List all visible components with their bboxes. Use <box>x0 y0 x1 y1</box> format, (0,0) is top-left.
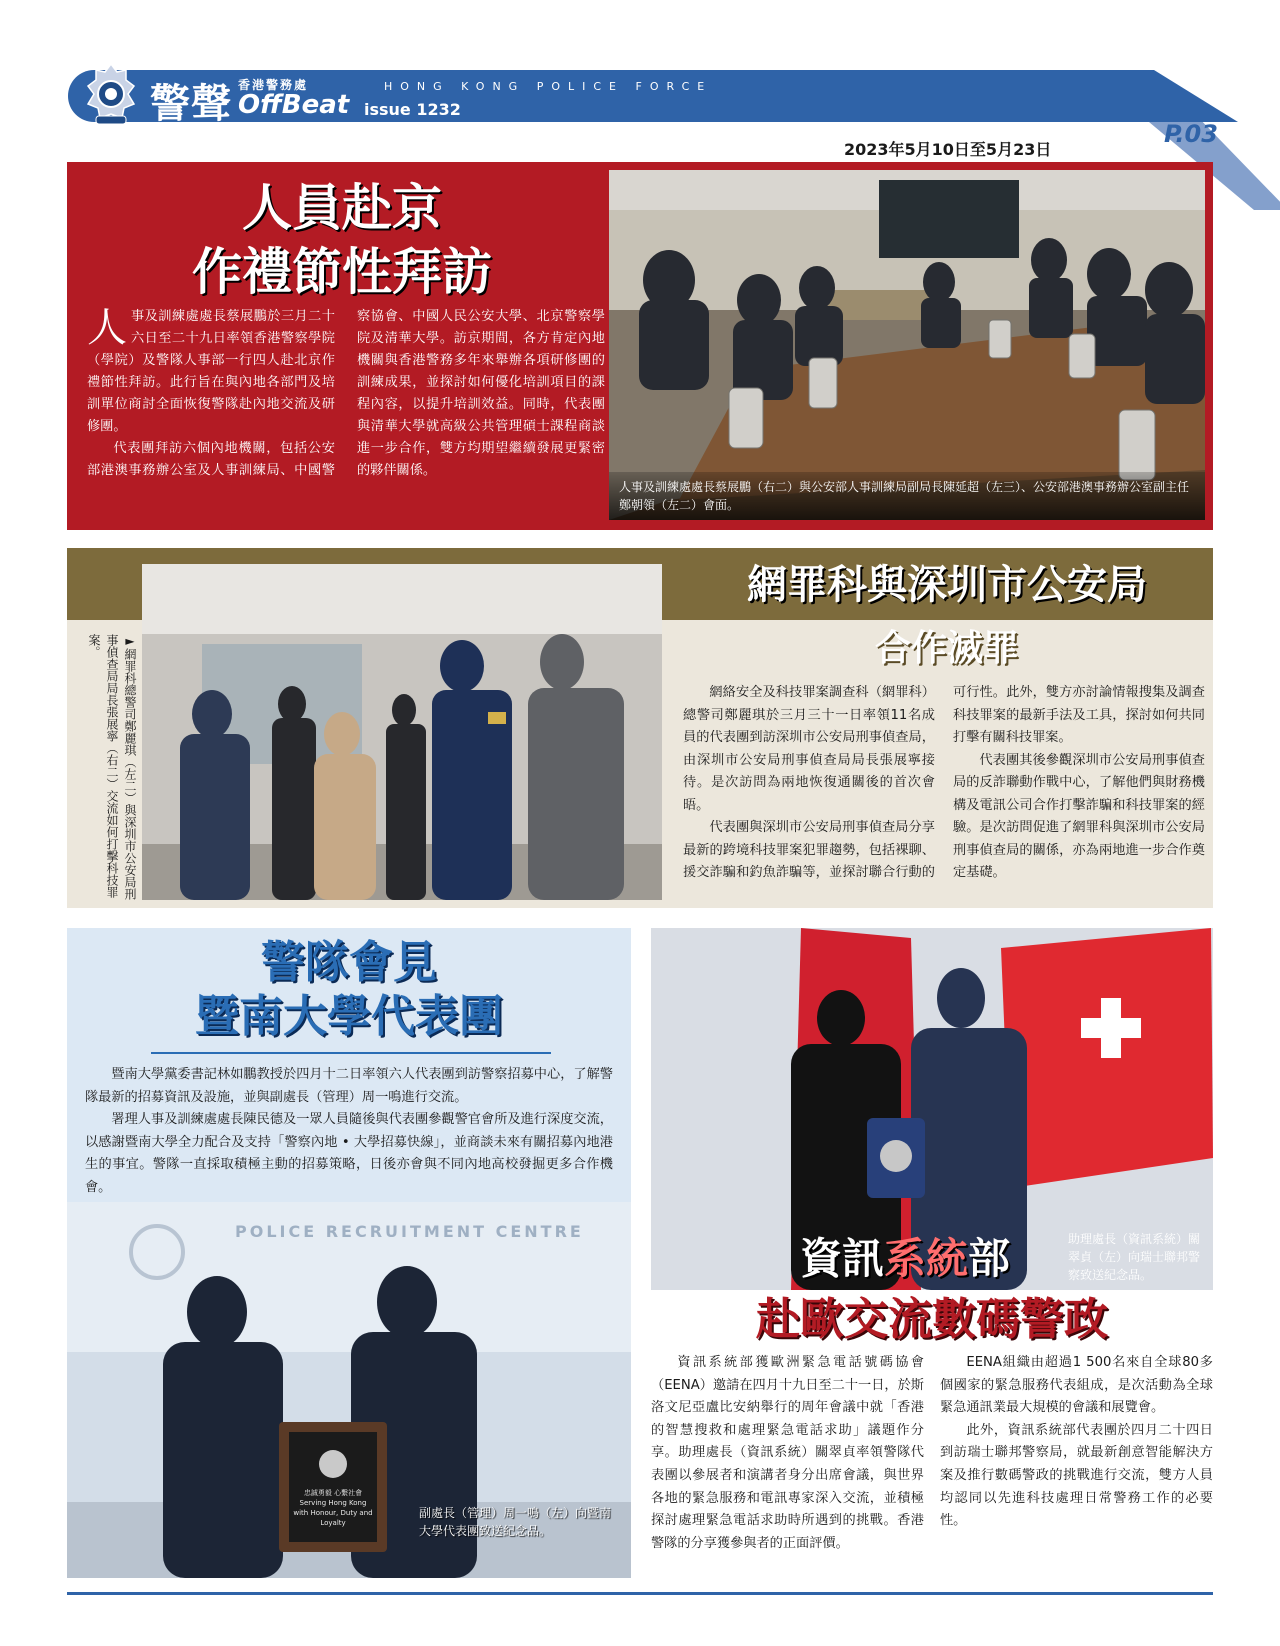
meeting-photo <box>609 170 1205 520</box>
article-shenzhen-title: 網罪科與深圳市公安局 <box>747 561 1147 608</box>
article-shenzhen-body <box>683 682 1205 904</box>
plaque-motto: 忠誠勇毅 心繫社會 Serving Hong Kong with Honour, Duty and Loyalty <box>293 1489 373 1527</box>
paragraph: 人事及訓練處處長蔡展鵬於三月二十六日至二十九日率領香港警察學院（學院）及警隊人事部一行四人赴北京作禮節性拜訪。此行旨在與內地各部門及培訓單位商討全面恢復警隊赴內地交流及研修團。 <box>87 305 335 434</box>
paragraph: 網絡安全及科技罪案調查科（網罪科）總警司鄭麗琪於三月三十一日率領11名成員的代表團到訪深圳市公安局刑事偵查局，由深圳市公安局刑事偵查局局長張展寧接待。是次訪問為兩地恢復通關後的首次會晤。 <box>683 685 935 813</box>
brand-chinese: 警聲 <box>150 80 232 127</box>
overlay-title-highlight: 系統 <box>884 1234 969 1283</box>
article-digital-title: 赴歐交流數碼警政 <box>756 1294 1108 1345</box>
photo-caption: 助理處長（資訊系統）關翠貞（左）向瑞士聯邦警察致送紀念品。 <box>1068 1232 1201 1282</box>
page-number: P.03 <box>1164 120 1218 148</box>
article-shenzhen-subtitle: 合作滅罪 <box>874 627 1019 669</box>
article-jinan-university <box>67 928 631 1578</box>
photo-caption: 副處長（管理）周一鳴（左）向暨南大學代表團致送紀念品。 <box>419 1506 612 1538</box>
issue-number: issue 1232 <box>364 100 461 119</box>
delegation-photo <box>142 564 662 900</box>
wall-sign: POLICE RECRUITMENT CENTRE <box>235 1222 584 1241</box>
paragraph: 代表團與深圳市公安局刑事偵查局分享最新的跨境科技罪案犯罪趨勢，包括裸聊、援交詐騙和釣魚詐騙等，並探討聯合行動的可行性。此外，雙方亦討論情報搜集及調查科技罪案的最新手法及工具，探討如何共同打擊有關科技罪案。 <box>683 685 1205 880</box>
meeting-room-illustration <box>609 170 1205 520</box>
paragraph: 此外，資訊系統部代表團於四月二十四日到訪瑞士聯邦警察局，就最新創意智能解決方案及推行數碼警政的挑戰進行交流，雙方人員均認同以先進科技處理日常警務工作的必要性。 <box>940 1422 1213 1529</box>
footer-rule <box>67 1592 1213 1595</box>
brand-department: 香港警務處 <box>238 78 309 92</box>
masthead-band-tail <box>1098 70 1238 122</box>
paragraph: 暨南大學黨委書記林如鵬教授於四月十二日率領六人代表團到訪警察招募中心，了解警隊最新的招募資訊及設施，並與副處長（管理）周一鳴進行交流。 <box>85 1067 613 1105</box>
title-underline <box>151 1052 551 1054</box>
vertical-photo-caption: ►網罪科總警司鄭麗琪（左二）與深圳市公安局刑事偵查局局長張展寧（右二）交流如何打擊科技罪案。 <box>87 634 137 900</box>
force-name: HONG KONG POLICE FORCE <box>384 80 713 93</box>
overlay-title: 資訊系統部 <box>800 1234 1011 1283</box>
article-beijing-title <box>87 176 597 304</box>
drop-cap: 人 <box>87 305 127 351</box>
article-digital-body <box>651 1352 1213 1580</box>
title-line-2: 作禮節性拜訪 <box>192 242 492 301</box>
article-beijing-body <box>87 306 605 524</box>
paragraph: 署理人事及訓練處處長陳民德及一眾人員隨後與代表團參觀警官會所及進行深度交流，以感謝暨南大學全力配合及支持「警察內地 • 大學招募快線」，並商談未來有關招募內地港生的事宜。警隊一直採取積極主動的招募策略，日後亦會與不同內地高校發掘更多合作機會。 <box>85 1112 613 1195</box>
brand-english: OffBeat <box>238 90 350 120</box>
paragraph: EENA組織由超過1 500名來自全球80多個國家的緊急服務代表組成，是次活動為全球緊急通訊業最大規模的會議和展覽會。 <box>940 1355 1213 1416</box>
paragraph: 代表團拜訪六個內地機關，包括公安部港澳事務辦公室及人事訓練局、中國警察協會、中國人民公安大學、北京警察學院及清華大學。訪京期間，各方肯定內地機關與香港警務多年來舉辦各項研修團的訓練成果，並探討如何優化培訓項目的課程內容，以提升培訓效益。同時，代表團與清華大學就高級公共管理碩士課程商談進一步合作，雙方均期望繼續發展更緊密的夥伴關係。 <box>87 309 605 478</box>
article-beijing-visit <box>67 162 1213 530</box>
paragraph: 資訊系統部獲歐洲緊急電話號碼協會（EENA）邀請在四月十九日至二十一日，於斯洛文尼亞盧比安納舉行的周年會議中就「香港的智慧搜救和處理緊急電話求助」議題作分享。助理處長（資訊系統）關翠貞率領警隊代表團以參展者和演講者身分出席會議，與世界各地的緊急服務和電訊專家深入交流，並積極探討處理緊急電話求助時所遇到的挑戰。香港警隊的分享獲參與者的正面評價。 <box>651 1355 924 1551</box>
title-line-1: 警隊會見 <box>261 937 437 988</box>
title-line-1: 人員赴京 <box>242 178 442 237</box>
title-line-2: 暨南大學代表團 <box>195 991 503 1042</box>
article-jinan-body <box>85 1064 613 1199</box>
photo-caption: 人事及訓練處處長蔡展鵬（右二）與公安部人事訓練局副局長陳延超（左三）、公安部港澳事務辦公室副主任鄭朝領（左二）會面。 <box>609 472 1205 520</box>
article-jinan-title <box>67 936 631 1044</box>
issue-date: 2023年5月10日至5月23日 <box>844 140 1052 159</box>
masthead <box>68 66 1212 128</box>
paragraph: 代表團其後參觀深圳市公安局刑事偵查局的反詐聯動作戰中心，了解他們與財務機構及電訊公司合作打擊詐騙和科技罪案的經驗。是次訪問促進了網罪科與深圳市公安局刑事偵查局的關係，亦為兩地進一步合作奠定基礎。 <box>953 752 1205 880</box>
office-visit-illustration <box>142 564 662 900</box>
article-shenzhen-cooperation <box>67 548 1213 908</box>
police-crest-icon <box>82 62 140 128</box>
